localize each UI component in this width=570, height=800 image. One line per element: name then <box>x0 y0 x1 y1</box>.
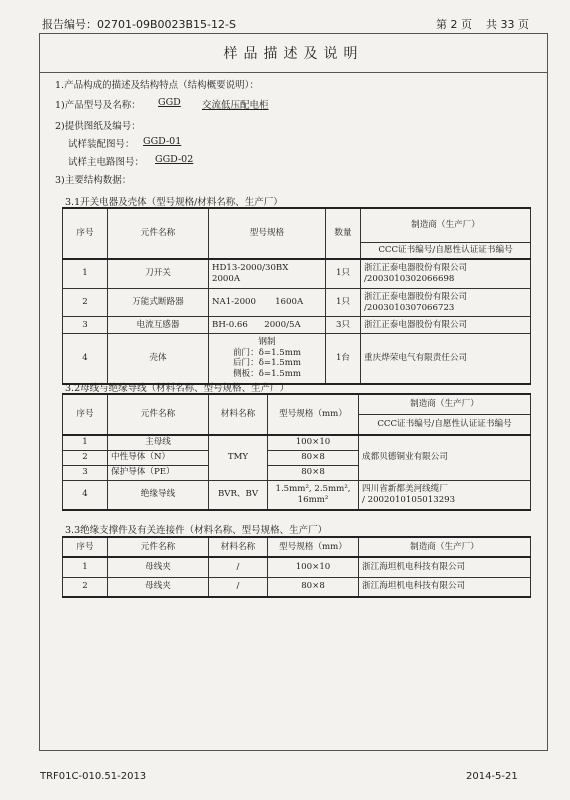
table-row: 1 母线夹 / 100×10 浙江海坦机电科技有限公司 <box>63 557 531 577</box>
page-info: 第 2 页 共 33 页 <box>436 18 529 31</box>
document-frame <box>39 33 548 751</box>
switchgear-table <box>62 207 531 385</box>
table-row: 2 母线夹 / 80×8 浙江海坦机电科技有限公司 <box>63 577 531 597</box>
model-name: 交流低压配电柜 <box>202 100 269 111</box>
table-row: 4 壳体 钢制 前门：δ=1.5mm 后门：δ=1.5mm 侧板：δ=1.5mm 1台 重庆烨荣电气有限责任公司 <box>63 334 531 384</box>
page-title: 样品描述及说明 <box>40 34 547 73</box>
table-row: 2 中性导体（N） 80×8 <box>63 450 531 465</box>
report-number: 报告编号：02701-09B0023B15-12-S <box>42 18 236 31</box>
col-name: 元件名称 <box>108 208 209 259</box>
circuit-label: 试样主电路图号： <box>68 157 145 168</box>
table-row: 3 保护导体（PE） 80×8 <box>63 465 531 480</box>
model-label: 1)产品型号及名称： <box>55 100 141 111</box>
table-row: 4 绝缘导线 BVR、BV 1.5mm², 2.5mm², 16mm² 四川省新都美河线缆厂 / 2002010105013293 <box>63 480 531 510</box>
report-date: 2014-5-21 <box>466 771 518 782</box>
assembly-number: GGD-01 <box>143 136 182 147</box>
col-maker: 制造商（生产厂） <box>361 208 531 242</box>
table-row: 1 主母线 TMY 100×10 成都贝德铜业有限公司 <box>63 435 531 450</box>
structure-label: 3)主要结构数据： <box>55 175 132 186</box>
table3-caption: 3.3绝缘支撑件及有关连接件（材料名称、型号规格、生产厂） <box>65 525 328 536</box>
support-table: 序号 元件名称 材料名称 型号规格（mm） 制造商（生产厂） 1 母线夹 / 100×10 浙江海坦机电科技有限公司 2 母线夹 / 80×8 浙江海坦机电科技有限公司 <box>62 536 531 598</box>
col-spec: 型号规格 <box>209 208 326 259</box>
table2-caption: 3.2母线与绝缘导线（材料名称、型号规格、生产厂） <box>65 383 290 394</box>
busbar-table: 序号 元件名称 材料名称 型号规格（mm） 制造商（生产厂） CCC证书编号/自愿性认证证书编号 1 主母线 TMY 100×10 成都贝德铜业有限公司 2 中性导体（N） 80×8 3 保护导体（PE） 80×8 4 绝缘导线 BVR、BV 1.5mm², 2.5mm², 16mm² 四川省新都美河线缆厂 / 2002010105013293 <box>62 393 531 511</box>
assembly-label: 试样装配图号： <box>68 139 135 150</box>
material-tmy: TMY <box>209 435 268 480</box>
section-1-heading: 1.产品构成的描述及结构特点（结构概要说明）： <box>55 80 259 91</box>
form-number: TRF01C-010.51-2013 <box>40 771 147 782</box>
col-cert: CCC证书编号/自愿性认证证书编号 <box>361 242 531 259</box>
table1-caption: 3.1开关电器及壳体（型号规格/材料名称、生产厂） <box>65 197 283 208</box>
model-code: GGD <box>158 97 181 108</box>
col-qty: 数量 <box>326 208 361 259</box>
drawings-label: 2)提供图纸及编号： <box>55 121 141 132</box>
table-row: 1 刀开关 HD13-2000/30BX 2000A 1只 浙江正泰电器股份有限公司 /2003010302066698 <box>63 259 531 289</box>
table-row: 2 万能式断路器 NA1-2000 1600A 1只 浙江正泰电器股份有限公司 /2003010307066723 <box>63 289 531 317</box>
col-no: 序号 <box>63 208 108 259</box>
shared-maker: 成都贝德铜业有限公司 <box>359 435 531 480</box>
table-row: 3 电流互感器 BH-0.66 2000/5A 3只 浙江正泰电器股份有限公司 <box>63 317 531 334</box>
circuit-number: GGD-02 <box>155 154 194 165</box>
